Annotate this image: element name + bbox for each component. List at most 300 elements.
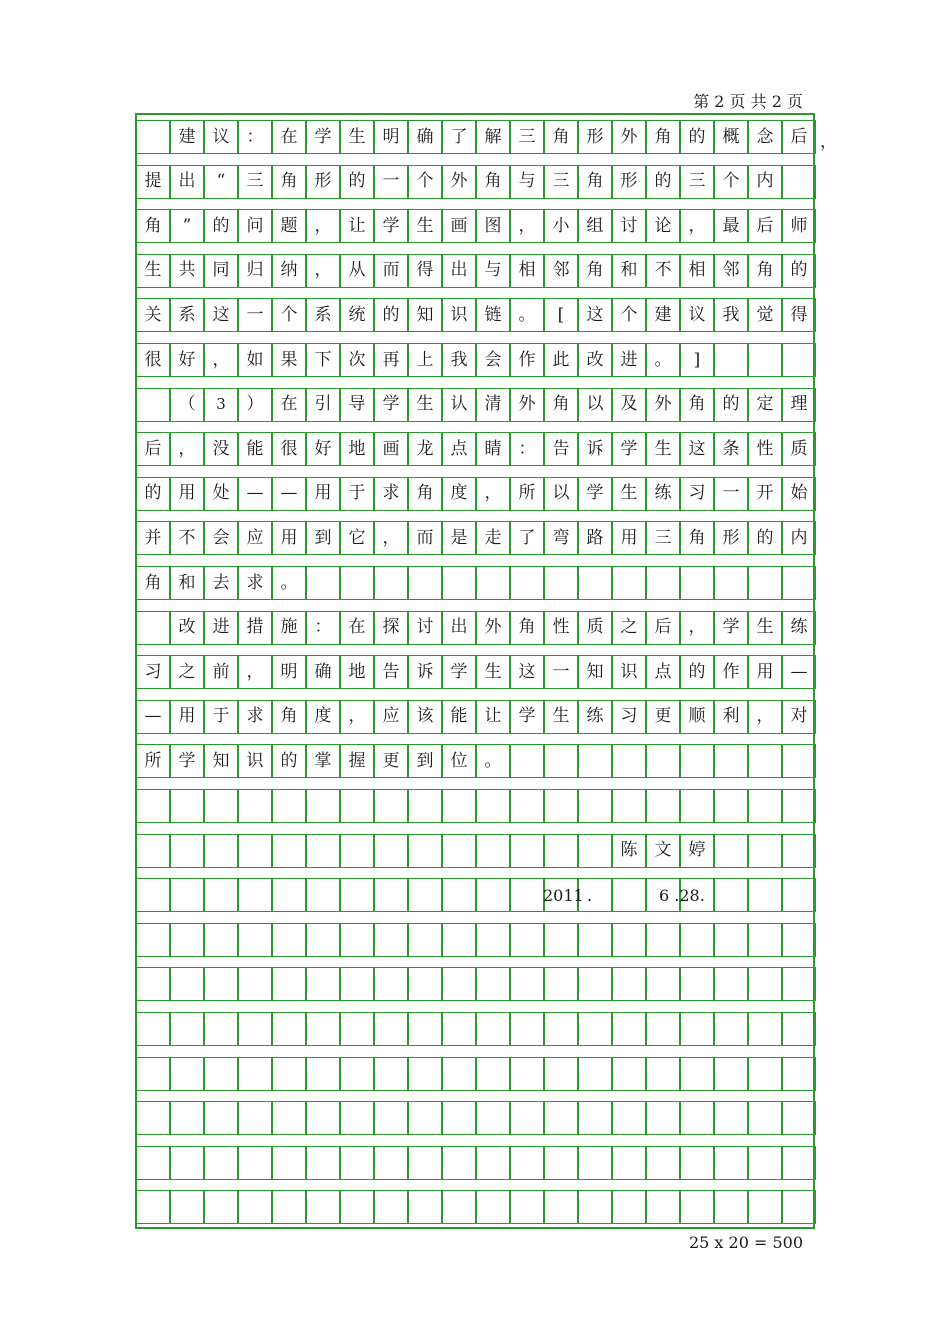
grid-cell — [408, 1012, 442, 1046]
grid-cell: 提 — [136, 165, 170, 199]
grid-cell — [374, 1146, 408, 1180]
grid-cell — [272, 878, 306, 912]
grid-cell: 处 — [204, 477, 238, 511]
grid-cell: 以 — [544, 477, 578, 511]
grid-cell: 建 — [646, 298, 680, 332]
grid-row — [137, 120, 813, 154]
grid-row — [137, 1190, 813, 1224]
grid-cell — [476, 834, 510, 868]
grid-cell — [306, 1101, 340, 1135]
grid-cell: 识 — [238, 744, 272, 778]
grid-cell — [510, 1057, 544, 1091]
grid-cell: 个 — [408, 165, 442, 199]
grid-cell — [680, 1101, 714, 1135]
grid-cell: 位 — [442, 744, 476, 778]
grid-cell — [714, 566, 748, 600]
grid-cell: 让 — [476, 700, 510, 734]
grid-cell — [680, 967, 714, 1001]
grid-cell — [578, 1101, 612, 1135]
grid-cell: 掌 — [306, 744, 340, 778]
grid-cell: 用 — [306, 477, 340, 511]
grid-cell — [204, 789, 238, 823]
grid-cell: 求 — [374, 477, 408, 511]
grid-cell — [544, 834, 578, 868]
grid-cell: 于 — [204, 700, 238, 734]
grid-cell — [238, 878, 272, 912]
grid-cell: 角 — [544, 120, 578, 154]
grid-cell: 外 — [442, 165, 476, 199]
grid-cell — [544, 1057, 578, 1091]
grid-cell: 清 — [476, 388, 510, 422]
grid-cell — [136, 1101, 170, 1135]
grid-cell — [476, 1146, 510, 1180]
grid-cell: 生 — [476, 655, 510, 689]
grid-cell: 得 — [408, 254, 442, 288]
grid-cell — [612, 1146, 646, 1180]
grid-cell: 识 — [612, 655, 646, 689]
grid-cell: ， — [170, 432, 204, 466]
grid-cell — [408, 566, 442, 600]
grid-cell — [544, 566, 578, 600]
grid-cell — [714, 967, 748, 1001]
grid-cell — [646, 1057, 680, 1091]
grid-cell — [748, 343, 782, 377]
grid-cell: 练 — [578, 700, 612, 734]
grid-cell — [680, 923, 714, 957]
grid-cell: ” — [170, 209, 204, 243]
grid-cell: 明 — [374, 120, 408, 154]
grid-cell — [374, 1190, 408, 1224]
grid-cell: 角 — [680, 521, 714, 555]
grid-cell — [306, 1057, 340, 1091]
grid-cell: ， — [748, 700, 782, 734]
grid-cell — [136, 789, 170, 823]
grid-cell: 外 — [646, 388, 680, 422]
grid-row — [137, 343, 813, 377]
grid-cell: 会 — [476, 343, 510, 377]
grid-cell: 系 — [306, 298, 340, 332]
grid-cell: 习 — [136, 655, 170, 689]
grid-cell: 的 — [714, 388, 748, 422]
grid-cell: 求 — [238, 700, 272, 734]
grid-cell — [340, 789, 374, 823]
grid-cell — [714, 343, 748, 377]
grid-cell — [510, 967, 544, 1001]
grid-row — [137, 1012, 813, 1046]
grid-cell: 。 — [646, 343, 680, 377]
grid-cell: ， — [374, 521, 408, 555]
grid-cell: 三 — [238, 165, 272, 199]
grid-cell: 利 — [714, 700, 748, 734]
grid-cell: 此 — [544, 343, 578, 377]
grid-cell — [646, 967, 680, 1001]
grid-cell: 知 — [408, 298, 442, 332]
grid-cell — [612, 789, 646, 823]
grid-cell: 度 — [306, 700, 340, 734]
grid-cell — [578, 923, 612, 957]
grid-cell — [748, 1012, 782, 1046]
grid-cell: 角 — [578, 254, 612, 288]
page-indicator: 第 2 页 共 2 页 — [693, 92, 803, 111]
grid-cell: 的 — [680, 120, 714, 154]
grid-cell: 解 — [476, 120, 510, 154]
grid-cell — [238, 789, 272, 823]
grid-cell: ， — [680, 611, 714, 645]
grid-cell: 引 — [306, 388, 340, 422]
grid-cell: ： — [306, 611, 340, 645]
grid-cell: 质 — [578, 611, 612, 645]
grid-cell: 的 — [646, 165, 680, 199]
grid-cell — [646, 923, 680, 957]
grid-cell: 以 — [578, 388, 612, 422]
grid-cell: 能 — [238, 432, 272, 466]
grid-cell: 的 — [374, 298, 408, 332]
grid-cell: 习 — [680, 477, 714, 511]
grid-cell — [136, 923, 170, 957]
grid-cell — [272, 1146, 306, 1180]
grid-cell: 角 — [748, 254, 782, 288]
grid-cell: 角 — [272, 165, 306, 199]
grid-cell: ， — [340, 700, 374, 734]
grid-cell: 议 — [204, 120, 238, 154]
grid-cell: 角 — [408, 477, 442, 511]
grid-cell: 的 — [204, 209, 238, 243]
grid-cell: 诉 — [578, 432, 612, 466]
grid-cell: 角 — [510, 611, 544, 645]
grid-cell: 生 — [340, 120, 374, 154]
grid-cell: 学 — [442, 655, 476, 689]
grid-cell: 的 — [748, 521, 782, 555]
grid-cell — [578, 1146, 612, 1180]
grid-cell — [442, 834, 476, 868]
grid-cell: 个 — [612, 298, 646, 332]
grid-cell: 顺 — [680, 700, 714, 734]
grid-cell: 进 — [612, 343, 646, 377]
grid-cell — [204, 1146, 238, 1180]
grid-cell: 角 — [544, 388, 578, 422]
grid-cell: 与 — [476, 254, 510, 288]
grid-cell: 在 — [340, 611, 374, 645]
grid-cell — [136, 1012, 170, 1046]
grid-cell: 握 — [340, 744, 374, 778]
grid-cell: 应 — [374, 700, 408, 734]
grid-cell — [510, 878, 544, 912]
grid-cell: 了 — [510, 521, 544, 555]
grid-cell: 统 — [340, 298, 374, 332]
grid-row — [137, 254, 813, 288]
grid-cell: 去 — [204, 566, 238, 600]
grid-cell: 念 — [748, 120, 782, 154]
grid-cell: 所 — [510, 477, 544, 511]
grid-cell: 和 — [612, 254, 646, 288]
grid-cell: 这 — [578, 298, 612, 332]
grid-row — [137, 611, 813, 645]
grid-cell — [442, 566, 476, 600]
grid-cell: 三 — [510, 120, 544, 154]
grid-cell: — — [136, 700, 170, 734]
grid-cell — [748, 566, 782, 600]
grid-cell — [442, 1146, 476, 1180]
grid-cell: 的 — [680, 655, 714, 689]
grid-cell — [782, 165, 816, 199]
grid-cell — [408, 878, 442, 912]
grid-cell — [646, 744, 680, 778]
grid-cell: 这 — [680, 432, 714, 466]
grid-cell — [612, 878, 646, 912]
grid-cell: 用 — [272, 521, 306, 555]
grid-cell — [782, 878, 816, 912]
grid-cell — [748, 923, 782, 957]
grid-cell — [238, 1101, 272, 1135]
grid-cell — [510, 834, 544, 868]
grid-cell: 邻 — [544, 254, 578, 288]
grid-row — [137, 655, 813, 689]
grid-cell: ， — [680, 209, 714, 243]
grid-cell — [612, 967, 646, 1001]
grid-cell: 纳 — [272, 254, 306, 288]
grid-cell: 角 — [476, 165, 510, 199]
grid-cell: 进 — [204, 611, 238, 645]
grid-cell — [680, 566, 714, 600]
grid-cell: 三 — [646, 521, 680, 555]
grid-cell: 这 — [204, 298, 238, 332]
grid-cell: 三 — [680, 165, 714, 199]
grid-cell — [748, 1101, 782, 1135]
grid-cell: 点 — [646, 655, 680, 689]
grid-cell: 生 — [748, 611, 782, 645]
grid-cell: 个 — [714, 165, 748, 199]
grid-cell — [680, 789, 714, 823]
grid-row — [137, 566, 813, 600]
grid-cell: 个 — [272, 298, 306, 332]
grid-cell — [170, 834, 204, 868]
grid-cell: 知 — [204, 744, 238, 778]
grid-cell — [442, 789, 476, 823]
grid-cell — [408, 1190, 442, 1224]
grid-cell — [748, 1146, 782, 1180]
grid-cell — [136, 1190, 170, 1224]
grid-cell — [714, 744, 748, 778]
grid-cell: 学 — [170, 744, 204, 778]
grid-cell: 定 — [748, 388, 782, 422]
grid-cell: 出 — [442, 611, 476, 645]
grid-cell: 生 — [408, 209, 442, 243]
grid-cell — [340, 1146, 374, 1180]
grid-cell: 并 — [136, 521, 170, 555]
grid-cell: 形 — [306, 165, 340, 199]
grid-cell: 组 — [578, 209, 612, 243]
grid-cell — [714, 878, 748, 912]
grid-cell: ] — [680, 343, 714, 377]
grid-cell: 概 — [714, 120, 748, 154]
grid-cell: 后 — [782, 120, 816, 154]
grid-cell: 施 — [272, 611, 306, 645]
grid-cell: 度 — [442, 477, 476, 511]
grid-cell — [714, 1012, 748, 1046]
grid-cell: 外 — [476, 611, 510, 645]
grid-cell: 睛 — [476, 432, 510, 466]
grid-cell: 用 — [170, 700, 204, 734]
grid-cell — [680, 1057, 714, 1091]
grid-cell: 外 — [510, 388, 544, 422]
grid-cell: 生 — [136, 254, 170, 288]
grid-cell: 题 — [272, 209, 306, 243]
grid-cell — [306, 566, 340, 600]
grid-cell — [170, 789, 204, 823]
grid-cell: （ — [170, 388, 204, 422]
grid-cell — [612, 1012, 646, 1046]
grid-cell: 措 — [238, 611, 272, 645]
grid-cell — [272, 923, 306, 957]
grid-cell — [238, 1146, 272, 1180]
grid-cell: 后 — [748, 209, 782, 243]
grid-cell: 之 — [170, 655, 204, 689]
grid-cell — [204, 1101, 238, 1135]
grid-cell: 。 — [272, 566, 306, 600]
grid-cell: 再 — [374, 343, 408, 377]
grid-cell — [408, 923, 442, 957]
grid-row — [137, 388, 813, 422]
grid-cell — [782, 343, 816, 377]
grid-cell — [544, 1012, 578, 1046]
grid-cell — [748, 834, 782, 868]
grid-cell: 外 — [612, 120, 646, 154]
grid-cell — [408, 1057, 442, 1091]
grid-cell: — — [238, 477, 272, 511]
grid-cell: 上 — [408, 343, 442, 377]
grid-row — [137, 209, 813, 243]
grid-cell: 角 — [646, 120, 680, 154]
grid-row — [137, 1057, 813, 1091]
grid-row — [137, 967, 813, 1001]
grid-cell: 的 — [340, 165, 374, 199]
grid-cell — [238, 923, 272, 957]
grid-cell — [748, 1190, 782, 1224]
grid-cell: 生 — [408, 388, 442, 422]
grid-cell: 好 — [170, 343, 204, 377]
grid-cell — [646, 1012, 680, 1046]
grid-cell — [544, 1101, 578, 1135]
grid-row — [137, 521, 813, 555]
grid-cell: 用 — [748, 655, 782, 689]
grid-row — [137, 878, 813, 912]
grid-cell: 地 — [340, 655, 374, 689]
grid-cell: 能 — [442, 700, 476, 734]
grid-cell: 用 — [170, 477, 204, 511]
grid-cell: 出 — [442, 254, 476, 288]
grid-cell: 确 — [408, 120, 442, 154]
grid-cell: 建 — [170, 120, 204, 154]
grid-cell: 一 — [714, 477, 748, 511]
grid-cell: ： — [510, 432, 544, 466]
grid-cell — [782, 923, 816, 957]
grid-cell: 我 — [714, 298, 748, 332]
grid-cell: 问 — [238, 209, 272, 243]
grid-cell: 理 — [782, 388, 816, 422]
grid-cell: 画 — [442, 209, 476, 243]
grid-cell: 我 — [442, 343, 476, 377]
grid-cell: 得 — [782, 298, 816, 332]
grid-cell — [306, 878, 340, 912]
grid-cell: 。 — [476, 744, 510, 778]
grid-cell — [204, 1057, 238, 1091]
grid-cell — [476, 1101, 510, 1135]
grid-cell: 共 — [170, 254, 204, 288]
grid-cell — [578, 1057, 612, 1091]
grid-cell: 告 — [374, 655, 408, 689]
grid-cell: 小 — [544, 209, 578, 243]
grid-cell — [306, 789, 340, 823]
grid-cell: 作 — [510, 343, 544, 377]
grid-cell: 内 — [748, 165, 782, 199]
grid-cell — [510, 1101, 544, 1135]
grid-cell — [612, 566, 646, 600]
grid-cell — [748, 967, 782, 1001]
grid-cell — [170, 1012, 204, 1046]
grid-cell — [340, 878, 374, 912]
grid-cell: 改 — [170, 611, 204, 645]
grid-cell: 很 — [136, 343, 170, 377]
grid-cell — [578, 1190, 612, 1224]
grid-cell — [374, 878, 408, 912]
grid-cell — [544, 967, 578, 1001]
grid-cell: 生 — [646, 432, 680, 466]
grid-cell — [204, 923, 238, 957]
grid-cell — [272, 789, 306, 823]
grid-cell — [306, 834, 340, 868]
grid-cell — [272, 1012, 306, 1046]
grid-cell: 后 — [646, 611, 680, 645]
grid-cell: — — [782, 655, 816, 689]
grid-cell — [136, 1146, 170, 1180]
grid-cell: 条 — [714, 432, 748, 466]
grid-cell: 识 — [442, 298, 476, 332]
grid-cell — [782, 744, 816, 778]
grid-row — [137, 789, 813, 823]
grid-cell — [170, 1057, 204, 1091]
grid-cell: 角 — [578, 165, 612, 199]
grid-cell: 性 — [544, 611, 578, 645]
grid-cell: 不 — [646, 254, 680, 288]
grid-cell — [272, 1057, 306, 1091]
grid-cell: 角 — [136, 566, 170, 600]
grid-cell: 所 — [136, 744, 170, 778]
grid-cell — [544, 1146, 578, 1180]
grid-cell — [782, 1057, 816, 1091]
grid-cell: 之 — [612, 611, 646, 645]
grid-cell — [714, 1057, 748, 1091]
grid-cell: 内 — [782, 521, 816, 555]
grid-cell: 文 — [646, 834, 680, 868]
grid-cell: ， — [306, 254, 340, 288]
grid-cell: 知 — [578, 655, 612, 689]
grid-cell — [748, 744, 782, 778]
grid-cell: 了 — [442, 120, 476, 154]
grid-cell: 质 — [782, 432, 816, 466]
grid-cell: 3 — [204, 388, 238, 422]
grid-cell — [170, 1101, 204, 1135]
grid-cell — [238, 834, 272, 868]
grid-cell — [612, 744, 646, 778]
grid-cell — [136, 388, 170, 422]
grid-cell — [680, 1190, 714, 1224]
grid-cell: 习 — [612, 700, 646, 734]
grid-cell — [714, 834, 748, 868]
grid-cell: 果 — [272, 343, 306, 377]
grid-cell: 前 — [204, 655, 238, 689]
grid-cell — [714, 1101, 748, 1135]
grid-cell — [442, 878, 476, 912]
